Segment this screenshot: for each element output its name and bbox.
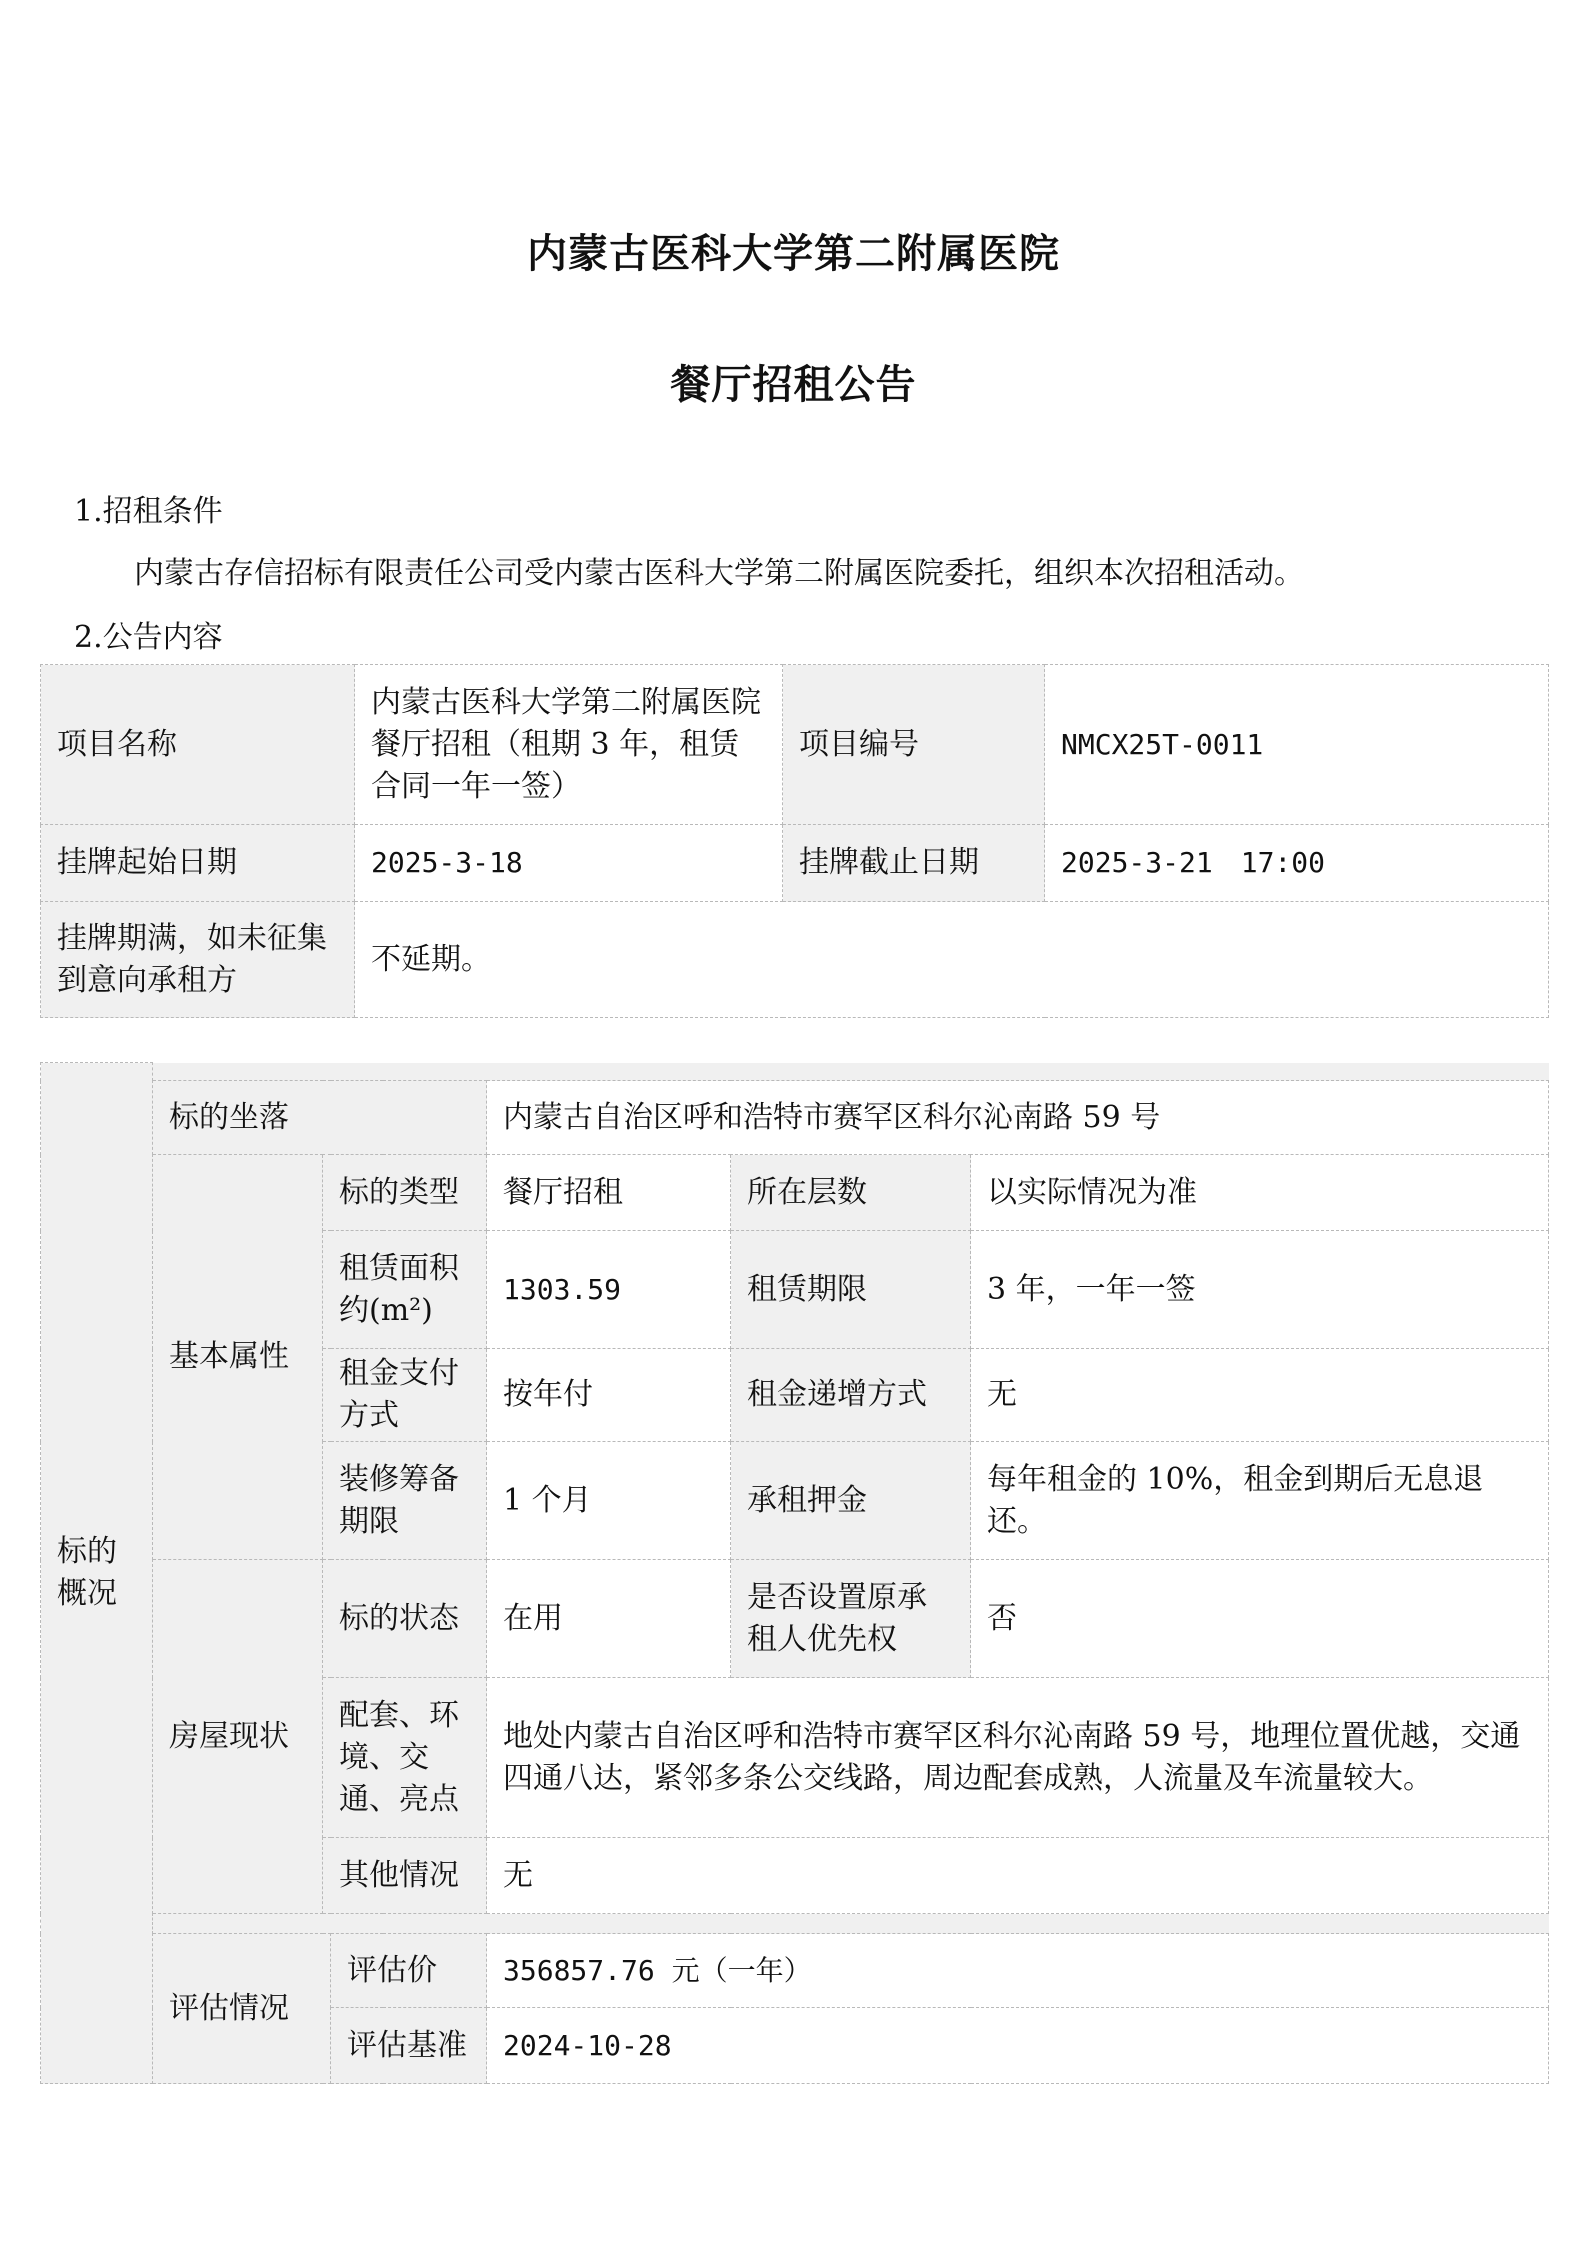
type-label: 标的类型 bbox=[323, 1155, 487, 1231]
other-label: 其他情况 bbox=[323, 1838, 487, 1914]
page-subtitle: 餐厅招租公告 bbox=[670, 362, 917, 408]
facilities-value: 地处内蒙古自治区呼和浩特市赛罕区科尔沁南路 59 号，地理位置优越，交通四通八达，紧邻多条公交线路，周边配套成熟，人流量及车流量较大。 bbox=[487, 1678, 1549, 1838]
expiry-label: 挂牌期满，如未征集到意向承租方 bbox=[41, 902, 355, 1018]
project-no: NMCX25T-0011 bbox=[1045, 665, 1549, 825]
price-value: 356857.76 元（一年） bbox=[487, 1934, 1549, 2008]
end-date: 2025-3-21 17:00 bbox=[1045, 825, 1549, 902]
deposit-value: 每年租金的 10%，租金到期后无息退还。 bbox=[971, 1442, 1549, 1560]
floor-label: 所在层数 bbox=[731, 1155, 971, 1231]
property-table bbox=[40, 1062, 1549, 2084]
other-value: 无 bbox=[487, 1838, 1549, 1914]
location-label: 标的坐落 bbox=[153, 1081, 487, 1155]
price-label: 评估价 bbox=[331, 1934, 487, 2008]
type-value: 餐厅招租 bbox=[487, 1155, 731, 1231]
payment-value: 按年付 bbox=[487, 1349, 731, 1442]
increase-label: 租金递增方式 bbox=[731, 1349, 971, 1442]
decor-label: 装修筹备期限 bbox=[323, 1442, 487, 1560]
decor-value: 1 个月 bbox=[487, 1442, 731, 1560]
spacer-row bbox=[153, 1914, 1549, 1934]
start-date-label: 挂牌起始日期 bbox=[41, 825, 355, 902]
overview-label: 标的概况 bbox=[41, 1063, 153, 2084]
floor-value: 以实际情况为准 bbox=[971, 1155, 1549, 1231]
area-label: 租赁面积约(m²) bbox=[323, 1231, 487, 1349]
increase-value: 无 bbox=[971, 1349, 1549, 1442]
priority-value: 否 bbox=[971, 1560, 1549, 1678]
section1-heading: 1.招租条件 bbox=[74, 494, 223, 529]
deposit-label: 承租押金 bbox=[731, 1442, 971, 1560]
announcement-table bbox=[40, 664, 1549, 1018]
term-value: 3 年，一年一签 bbox=[971, 1231, 1549, 1349]
page-title: 内蒙古医科大学第二附属医院 bbox=[527, 231, 1060, 277]
end-date-label: 挂牌截止日期 bbox=[783, 825, 1045, 902]
project-no-label: 项目编号 bbox=[783, 665, 1045, 825]
project-name: 内蒙古医科大学第二附属医院餐厅招租（租期 3 年，租赁合同一年一签） bbox=[355, 665, 783, 825]
area-value: 1303.59 bbox=[487, 1231, 731, 1349]
status-label: 标的状态 bbox=[323, 1560, 487, 1678]
expiry-value: 不延期。 bbox=[355, 902, 1549, 1018]
basic-attributes-label: 基本属性 bbox=[153, 1155, 323, 1560]
status-value: 在用 bbox=[487, 1560, 731, 1678]
basis-value: 2024-10-28 bbox=[487, 2008, 1549, 2084]
project-name-label: 项目名称 bbox=[41, 665, 355, 825]
house-status-label: 房屋现状 bbox=[153, 1560, 323, 1914]
location-value: 内蒙古自治区呼和浩特市赛罕区科尔沁南路 59 号 bbox=[487, 1081, 1549, 1155]
spacer-row bbox=[153, 1063, 1549, 1081]
facilities-label: 配套、环境、交通、亮点 bbox=[323, 1678, 487, 1838]
evaluation-label: 评估情况 bbox=[153, 1934, 331, 2084]
section2-heading: 2.公告内容 bbox=[74, 620, 223, 655]
basis-label: 评估基准 bbox=[331, 2008, 487, 2084]
start-date: 2025-3-18 bbox=[355, 825, 783, 902]
section1-body: 内蒙古存信招标有限责任公司受内蒙古医科大学第二附属医院委托，组织本次招租活动。 bbox=[134, 556, 1304, 591]
priority-label: 是否设置原承租人优先权 bbox=[731, 1560, 971, 1678]
term-label: 租赁期限 bbox=[731, 1231, 971, 1349]
payment-label: 租金支付方式 bbox=[323, 1349, 487, 1442]
